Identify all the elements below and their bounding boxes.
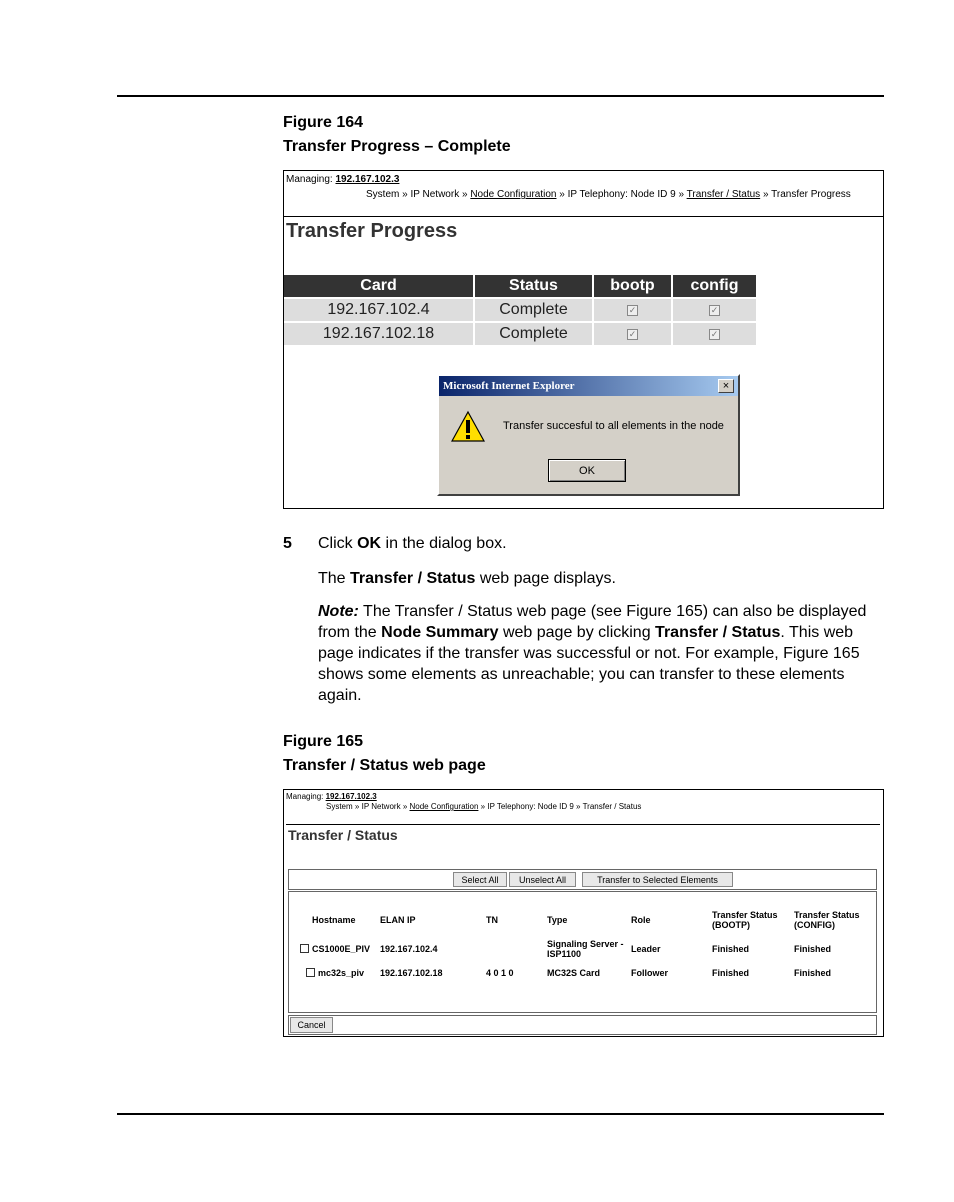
tn-value: 4 0 1 0 xyxy=(486,968,514,978)
table-row xyxy=(300,944,370,954)
config-cell xyxy=(673,299,756,321)
crumb-separator: » xyxy=(402,802,408,811)
para-bold: Transfer / Status xyxy=(350,570,476,587)
crumb-separator: » xyxy=(762,189,769,200)
col-transfer-config-line1: Transfer Status xyxy=(794,910,860,920)
row-select-checkbox[interactable] xyxy=(300,944,309,953)
note-bold-1: Node Summary xyxy=(381,624,499,641)
type-line1: Signaling Server - xyxy=(547,939,624,949)
crumb-system: System xyxy=(366,189,400,200)
col-status: Status xyxy=(475,275,592,297)
type-line1: MC32S Card xyxy=(547,968,601,978)
managing-label: Managing: xyxy=(286,792,324,801)
col-tn: TN xyxy=(486,915,498,925)
bootp-checkbox[interactable]: ✓ xyxy=(628,328,637,339)
note-text-2: web page by clicking xyxy=(498,624,656,641)
config-checkbox[interactable]: ✓ xyxy=(710,304,719,315)
crumb-node-configuration-link[interactable]: Node Configuration xyxy=(470,189,557,200)
figure-165-number: Figure 165 xyxy=(283,733,364,750)
table-header-row xyxy=(284,275,758,297)
figure-165-title: Transfer / Status web page xyxy=(283,757,486,774)
page-title: Transfer / Status xyxy=(288,827,398,843)
col-config: config xyxy=(673,275,756,297)
crumb-separator: » xyxy=(559,189,565,200)
col-transfer-bootp-line1: Transfer Status xyxy=(712,910,778,920)
note-text-3: . This web page indicates if the transfer was successful or not. For example, Figure 165 shows some elements as unreachable; you can transfer to these elements again. xyxy=(318,624,860,704)
elements-table xyxy=(288,891,877,1013)
dialog-title: Microsoft Internet Explorer xyxy=(439,376,738,396)
page-title: Transfer Progress xyxy=(286,220,458,242)
select-all-button[interactable]: Select All xyxy=(453,872,507,887)
table-row xyxy=(306,968,364,978)
action-toolbar xyxy=(288,869,877,890)
ok-button[interactable]: OK xyxy=(548,459,626,482)
bootp-cell xyxy=(594,299,671,321)
figure-164-title: Transfer Progress – Complete xyxy=(283,138,511,155)
hostname-value: mc32s_piv xyxy=(318,968,365,978)
close-icon[interactable]: × xyxy=(718,379,734,393)
elan-ip-value: 192.167.102.4 xyxy=(380,944,438,954)
footer-rule xyxy=(117,1113,884,1115)
role-value: Leader xyxy=(631,944,661,954)
status-value: Complete xyxy=(475,299,592,321)
crumb-separator: » xyxy=(576,802,581,811)
header-divider xyxy=(286,824,880,825)
transfer-progress-screenshot xyxy=(283,170,884,509)
bootp-status-value: Finished xyxy=(712,968,750,978)
para-text: The xyxy=(318,570,351,587)
row-select-checkbox[interactable] xyxy=(306,968,315,977)
transfer-selected-button[interactable]: Transfer to Selected Elements xyxy=(582,872,733,887)
step-5 xyxy=(283,535,507,553)
table-row xyxy=(284,299,758,321)
col-transfer-bootp-line2: (BOOTP) xyxy=(712,920,750,930)
step-text: Click xyxy=(318,535,358,552)
dialog-message: Transfer succesful to all elements in the node xyxy=(503,420,724,432)
step-bold: OK xyxy=(357,535,382,552)
managing-line xyxy=(286,792,377,801)
role-value: Follower xyxy=(631,968,669,978)
table-row xyxy=(284,323,758,345)
warning-icon xyxy=(451,410,485,444)
hostname-value: CS1000E_PIV xyxy=(312,944,371,954)
step-number: 5 xyxy=(283,535,292,552)
managing-label: Managing: xyxy=(286,174,333,185)
col-role: Role xyxy=(631,915,651,925)
cancel-button[interactable]: Cancel xyxy=(290,1017,333,1033)
note-bold-2: Transfer / Status xyxy=(655,624,781,641)
col-bootp: bootp xyxy=(594,275,671,297)
note-text-1: The Transfer / Status web page (see Figure 165) can also be displayed from the xyxy=(318,603,867,641)
crumb-ip-network: IP Network xyxy=(410,189,460,200)
managing-ip-link[interactable]: 192.167.102.3 xyxy=(335,174,400,185)
col-type: Type xyxy=(547,915,568,925)
crumb-system: System xyxy=(326,802,353,811)
crumb-node-configuration-link[interactable]: Node Configuration xyxy=(409,802,479,811)
breadcrumb xyxy=(366,189,851,200)
managing-ip-link[interactable]: 192.167.102.3 xyxy=(325,792,377,801)
header-rule xyxy=(117,95,884,97)
crumb-current: Transfer Progress xyxy=(771,189,851,200)
note-label: Note: xyxy=(318,603,359,620)
type-line2: ISP1100 xyxy=(547,949,582,959)
crumb-separator: » xyxy=(461,189,468,200)
bootp-cell xyxy=(594,323,671,345)
col-elan-ip: ELAN IP xyxy=(380,915,416,925)
type-value xyxy=(547,939,624,959)
cancel-bar xyxy=(288,1015,877,1035)
transfer-progress-table xyxy=(284,275,758,347)
breadcrumb xyxy=(326,802,641,811)
ie-alert-dialog xyxy=(437,374,740,496)
crumb-ip-telephony: IP Telephony: Node ID 9 xyxy=(567,189,676,200)
crumb-separator: » xyxy=(678,189,685,200)
card-ip: 192.167.102.18 xyxy=(284,323,473,345)
status-value: Complete xyxy=(475,323,592,345)
config-status-value: Finished xyxy=(794,944,832,954)
crumb-transfer-status-link[interactable]: Transfer / Status xyxy=(686,189,761,200)
config-cell xyxy=(673,323,756,345)
transfer-status-screenshot xyxy=(283,789,884,1037)
config-checkbox[interactable]: ✓ xyxy=(710,328,719,339)
config-status-value: Finished xyxy=(794,968,832,978)
bootp-status-value: Finished xyxy=(712,944,750,954)
col-card: Card xyxy=(284,275,473,297)
crumb-current: Transfer / Status xyxy=(582,802,642,811)
crumb-separator: » xyxy=(354,802,360,811)
bootp-checkbox[interactable]: ✓ xyxy=(628,304,637,315)
elan-ip-value: 192.167.102.18 xyxy=(380,968,443,978)
paragraph-display xyxy=(318,568,884,589)
figure-164-number: Figure 164 xyxy=(283,114,364,131)
col-transfer-config-line2: (CONFIG) xyxy=(794,920,835,930)
note-paragraph xyxy=(318,601,884,706)
type-value xyxy=(547,968,600,978)
crumb-separator: » xyxy=(402,189,408,200)
card-ip: 192.167.102.4 xyxy=(284,299,473,321)
managing-line xyxy=(286,174,399,185)
step-text-end: in the dialog box. xyxy=(381,535,507,552)
col-transfer-bootp xyxy=(712,910,778,930)
crumb-ip-telephony: IP Telephony: Node ID 9 xyxy=(487,802,574,811)
crumb-ip-network: IP Network xyxy=(361,802,401,811)
unselect-all-button[interactable]: Unselect All xyxy=(509,872,576,887)
col-hostname: Hostname xyxy=(312,915,356,925)
col-transfer-config xyxy=(794,910,860,930)
header-divider xyxy=(284,216,884,217)
crumb-separator: » xyxy=(480,802,486,811)
para-text-end: web page displays. xyxy=(475,570,616,587)
